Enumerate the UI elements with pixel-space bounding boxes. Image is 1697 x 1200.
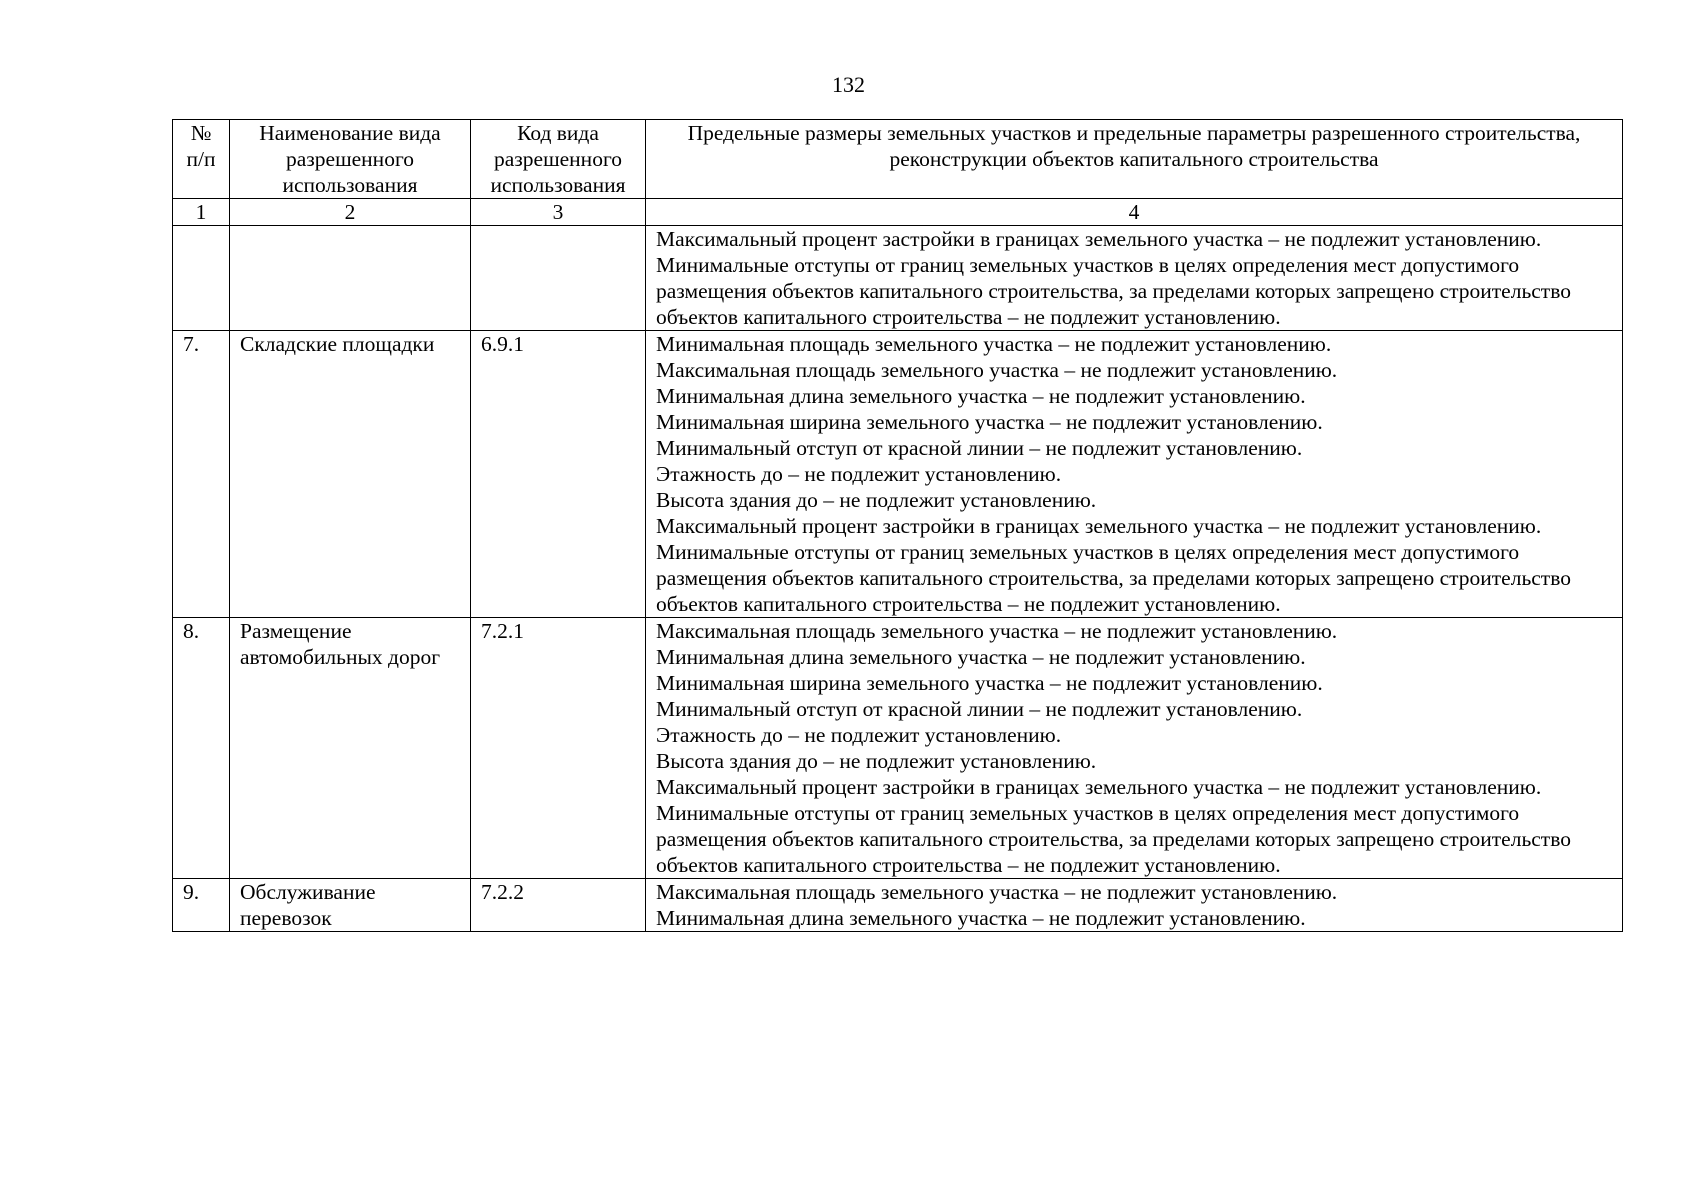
row-parameters	[646, 879, 1623, 932]
column-number: 2	[230, 199, 471, 226]
parameter-line: Высота здания до – не подлежит установлению.	[656, 749, 1097, 773]
table-row	[173, 226, 1623, 331]
parameter-line: Этажность до – не подлежит установлению.	[656, 723, 1062, 747]
parameter-line: Максимальная площадь земельного участка – не подлежит установлению.	[656, 619, 1338, 643]
table-row	[173, 331, 1623, 618]
parameter-line: Минимальная длина земельного участка – не подлежит установлению.	[656, 906, 1306, 930]
header-use-name: Наименование вида разрешенного использования	[230, 120, 471, 199]
parameter-line: Минимальный отступ от красной линии – не подлежит установлению.	[656, 436, 1303, 460]
parameter-line: Минимальная длина земельного участка – не подлежит установлению.	[656, 384, 1306, 408]
parameter-line: Максимальный процент застройки в границах земельного участка – не подлежит установлению.	[656, 514, 1542, 538]
parameter-line: Максимальная площадь земельного участка – не подлежит установлению.	[656, 880, 1338, 904]
parameter-line: Минимальная площадь земельного участка – не подлежит установлению.	[656, 332, 1332, 356]
row-use-code: 7.2.2	[471, 879, 646, 932]
row-parameters	[646, 331, 1623, 618]
row-parameters	[646, 226, 1623, 331]
parameter-line: Минимальный отступ от красной линии – не подлежит установлению.	[656, 697, 1303, 721]
parameter-line: Минимальная длина земельного участка – не подлежит установлению.	[656, 645, 1306, 669]
row-use-name	[230, 226, 471, 331]
parameter-line: Минимальные отступы от границ земельных участков в целях определения мест допустимого размещения объектов капитального строительства, за пределами которых запрещено строительство объектов капитального строительства – не подлежит установлению.	[656, 801, 1571, 877]
parameter-line: Высота здания до – не подлежит установлению.	[656, 488, 1097, 512]
parameter-line: Этажность до – не подлежит установлению.	[656, 462, 1062, 486]
row-parameters	[646, 618, 1623, 879]
column-number-row	[173, 199, 1623, 226]
column-number: 1	[173, 199, 230, 226]
row-number: 7.	[173, 331, 230, 618]
column-number: 3	[471, 199, 646, 226]
row-use-code: 7.2.1	[471, 618, 646, 879]
parameter-line: Максимальный процент застройки в границах земельного участка – не подлежит установлению.	[656, 227, 1542, 251]
row-number: 8.	[173, 618, 230, 879]
parameter-line: Минимальная ширина земельного участка – не подлежит установлению.	[656, 671, 1323, 695]
row-use-name: Размещение автомобильных дорог	[230, 618, 471, 879]
header-use-code: Код вида разрешенного использования	[471, 120, 646, 199]
row-number	[173, 226, 230, 331]
table-row	[173, 618, 1623, 879]
row-use-name: Обслуживание перевозок	[230, 879, 471, 932]
parameter-line: Максимальная площадь земельного участка – не подлежит установлению.	[656, 358, 1338, 382]
page-number: 132	[832, 72, 865, 97]
row-use-code: 6.9.1	[471, 331, 646, 618]
row-use-name: Складские площадки	[230, 331, 471, 618]
parameter-line: Минимальные отступы от границ земельных участков в целях определения мест допустимого размещения объектов капитального строительства, за пределами которых запрещено строительство объектов капитального строительства – не подлежит установлению.	[656, 540, 1571, 616]
row-use-code	[471, 226, 646, 331]
column-number: 4	[646, 199, 1623, 226]
table-body	[173, 226, 1623, 932]
land-use-table	[172, 119, 1623, 932]
row-number: 9.	[173, 879, 230, 932]
parameter-line: Минимальные отступы от границ земельных участков в целях определения мест допустимого размещения объектов капитального строительства, за пределами которых запрещено строительство объектов капитального строительства – не подлежит установлению.	[656, 253, 1571, 329]
parameter-line: Максимальный процент застройки в границах земельного участка – не подлежит установлению.	[656, 775, 1542, 799]
table-row	[173, 879, 1623, 932]
header-number: № п/п	[173, 120, 230, 199]
parameter-line: Минимальная ширина земельного участка – не подлежит установлению.	[656, 410, 1323, 434]
table-header-row	[173, 120, 1623, 199]
header-parameters: Предельные размеры земельных участков и предельные параметры разрешенного строительства, реконструкции объектов капитального строительства	[646, 120, 1623, 199]
